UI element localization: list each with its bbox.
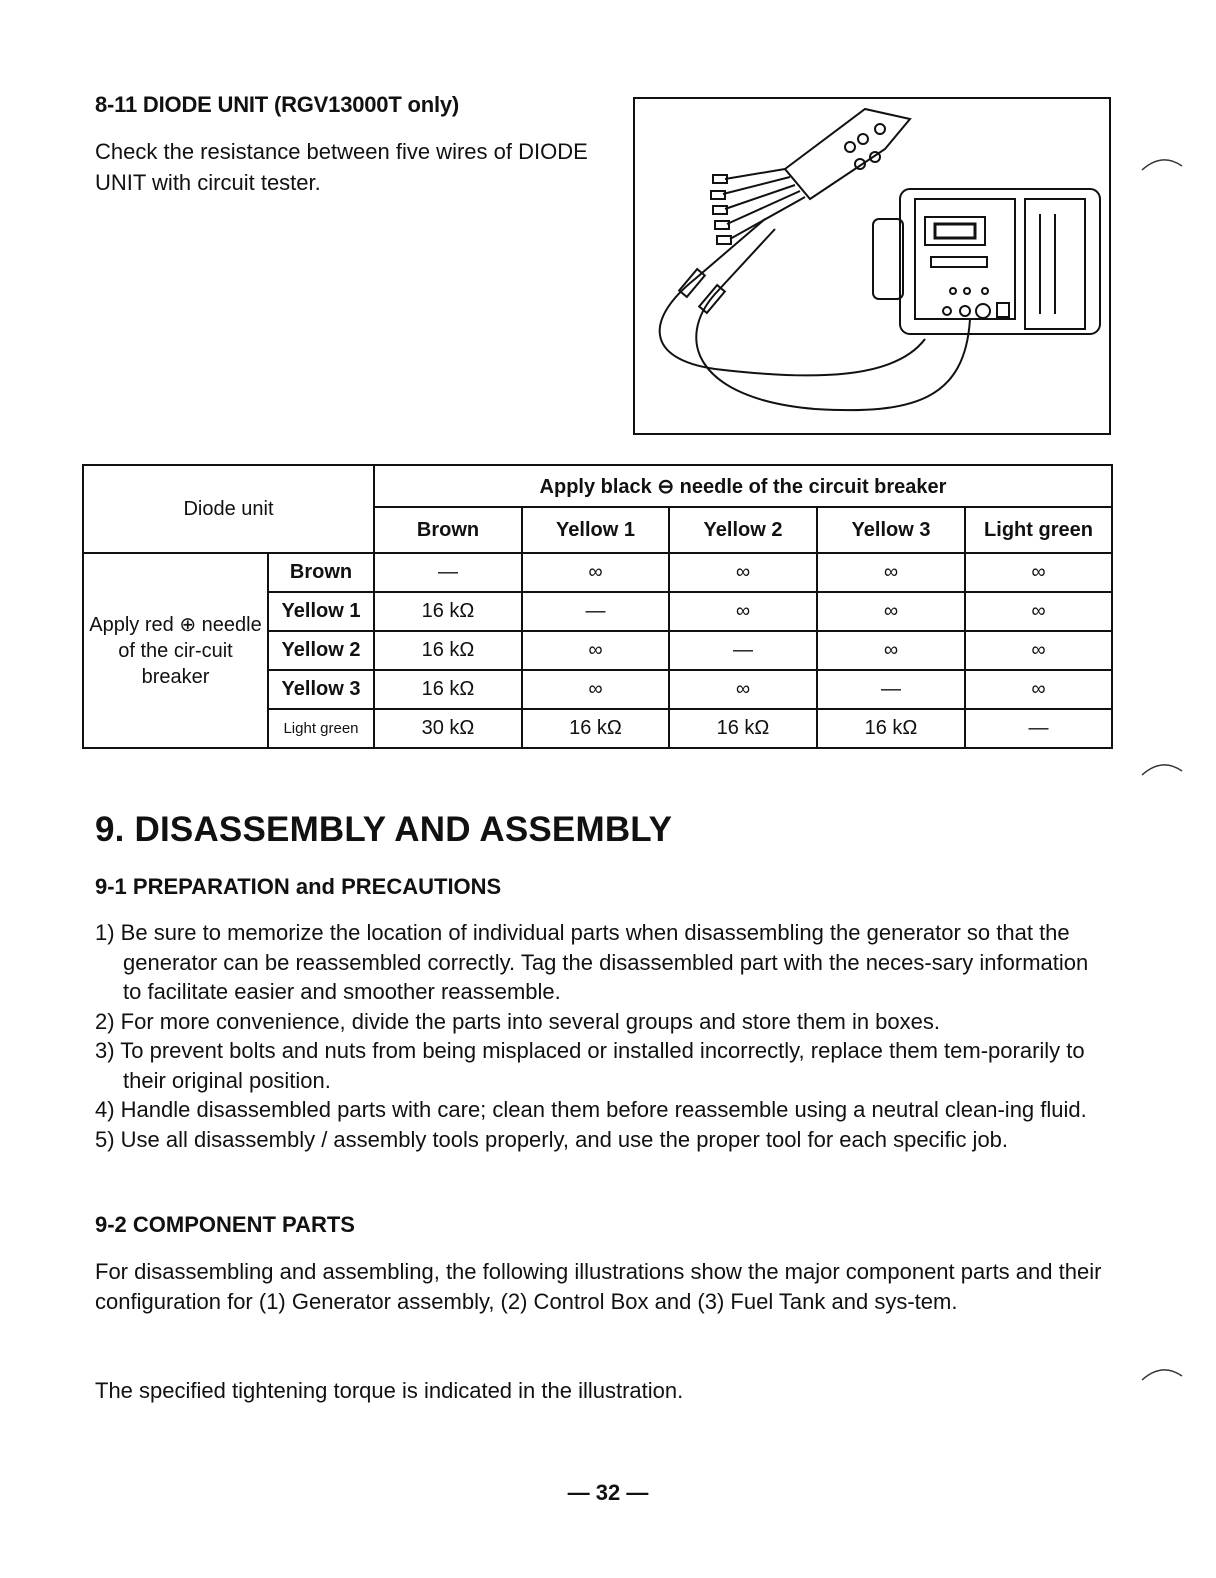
table-cell: 30 kΩ	[374, 709, 522, 748]
section-9-2-title: 9-2 COMPONENT PARTS	[95, 1212, 355, 1237]
section-8-11-title: 8-11 DIODE UNIT (RGV13000T only)	[95, 92, 460, 117]
column-header: Yellow 3	[817, 507, 965, 553]
table-cell: 16 kΩ	[817, 709, 965, 748]
table-cell: —	[522, 592, 669, 631]
red-needle-header: Apply red ⊕ needle of the cir-cuit breaker	[83, 553, 268, 748]
table-cell: ∞	[817, 553, 965, 592]
table-cell: ∞	[965, 553, 1112, 592]
list-item: 1) Be sure to memorize the location of individual parts when disassembling the generator so that the generator can be reassembled correctly. Tag the disassembled part with the neces-sary information to facilitate easier and smoother reassemble.	[95, 920, 1089, 1004]
section-9-1-title: 9-1 PREPARATION and PRECAUTIONS	[95, 874, 502, 899]
table-cell: 16 kΩ	[374, 670, 522, 709]
table-cell: ∞	[522, 670, 669, 709]
table-cell: —	[817, 670, 965, 709]
column-header: Light green	[965, 507, 1112, 553]
precautions-list	[95, 918, 1105, 1154]
row-label: Yellow 2	[268, 631, 374, 670]
black-needle-header: Apply black ⊖ needle of the circuit breaker	[374, 465, 1112, 507]
circuit-tester-illustration	[633, 97, 1111, 435]
table-corner-label: Diode unit	[83, 465, 374, 553]
table-cell: ∞	[817, 592, 965, 631]
component-parts-text: For disassembling and assembling, the following illustrations show the major component parts and their configuration for (1) Generator assembly, (2) Control Box and (3) Fuel Tank and sys-tem.	[95, 1259, 1102, 1314]
table-cell: ∞	[522, 553, 669, 592]
margin-mark-decoration	[1140, 755, 1190, 785]
table-cell: ∞	[965, 670, 1112, 709]
table-cell: —	[669, 631, 817, 670]
section-9-title: 9. DISASSEMBLY AND ASSEMBLY	[95, 810, 673, 849]
list-item: 3) To prevent bolts and nuts from being misplaced or installed incorrectly, replace them tem-porarily to their original position.	[95, 1038, 1085, 1093]
table-cell: —	[965, 709, 1112, 748]
table-cell: ∞	[669, 553, 817, 592]
margin-mark-decoration	[1140, 150, 1190, 180]
table-cell: ∞	[965, 631, 1112, 670]
column-header: Brown	[374, 507, 522, 553]
row-label: Yellow 3	[268, 670, 374, 709]
table-cell: ∞	[669, 592, 817, 631]
margin-mark-decoration	[1140, 1360, 1190, 1390]
table-cell: ∞	[817, 631, 965, 670]
table-cell: —	[374, 553, 522, 592]
table-cell: ∞	[965, 592, 1112, 631]
diode-resistance-table	[82, 464, 1113, 749]
table-cell: 16 kΩ	[522, 709, 669, 748]
table-cell: 16 kΩ	[374, 631, 522, 670]
list-item: 4) Handle disassembled parts with care; clean them before reassemble using a neutral clean-ing fluid.	[95, 1097, 1087, 1122]
diode-board-shape	[785, 109, 910, 199]
row-label: Light green	[268, 709, 374, 748]
torque-note: The specified tightening torque is indicated in the illustration.	[95, 1378, 684, 1403]
row-label: Brown	[268, 553, 374, 592]
table-cell: 16 kΩ	[669, 709, 817, 748]
list-item: 5) Use all disassembly / assembly tools properly, and use the proper tool for each specific job.	[95, 1126, 1009, 1152]
table-cell: 16 kΩ	[374, 592, 522, 631]
column-header: Yellow 1	[522, 507, 669, 553]
table-cell: ∞	[522, 631, 669, 670]
table-cell: ∞	[669, 670, 817, 709]
column-header: Yellow 2	[669, 507, 817, 553]
page-number: — 32 —	[567, 1480, 649, 1505]
diode-tester-drawing	[635, 99, 1109, 433]
section-8-11-intro: Check the resistance between five wires of DIODE UNIT with circuit tester.	[95, 139, 588, 195]
row-label: Yellow 1	[268, 592, 374, 631]
list-item: 2) For more convenience, divide the parts into several groups and store them in boxes.	[95, 1008, 941, 1034]
